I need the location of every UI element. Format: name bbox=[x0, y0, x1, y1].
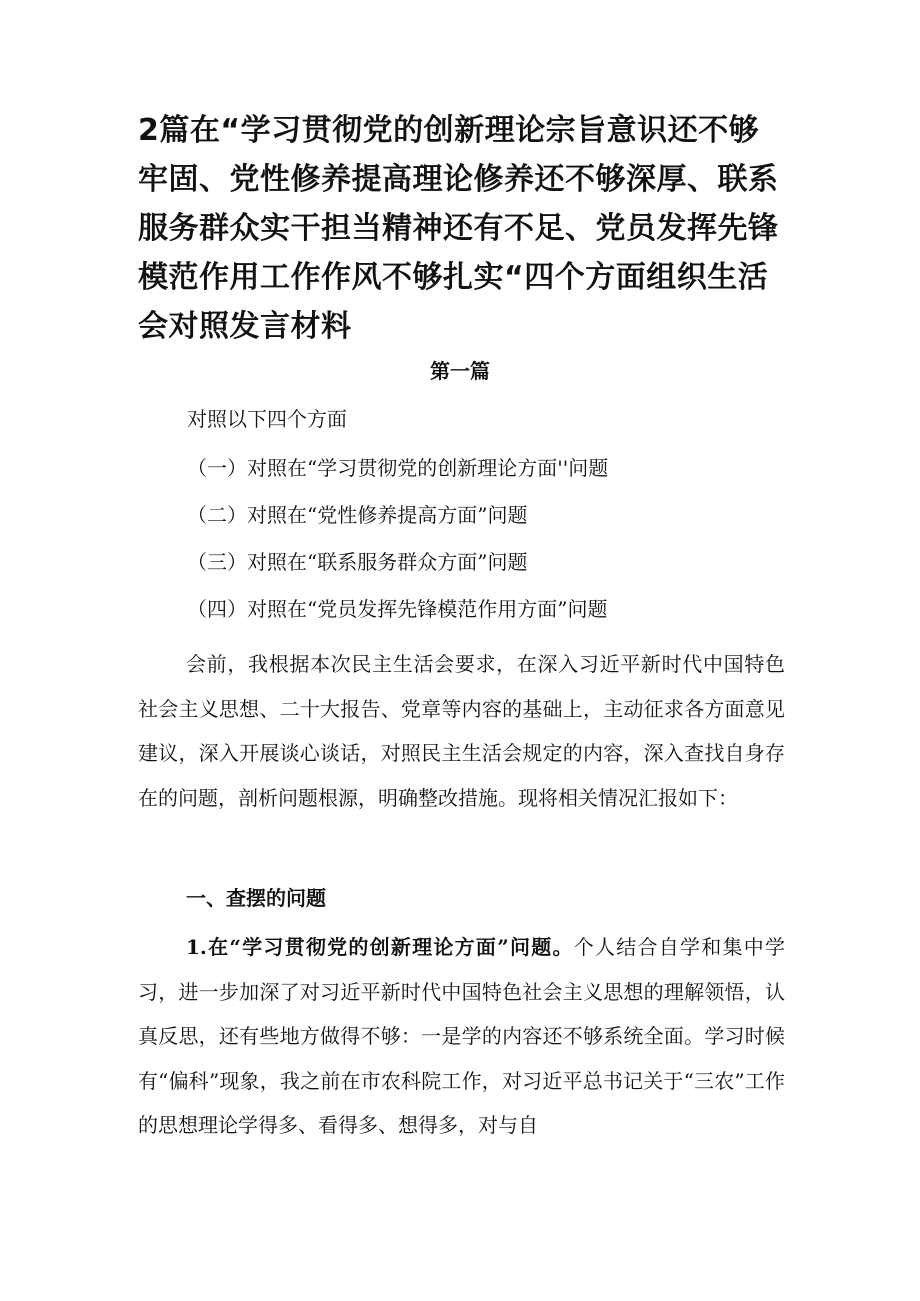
intro-line: 对照以下四个方面 bbox=[187, 407, 347, 431]
subheading: 一、查摆的问题 bbox=[186, 886, 326, 910]
list-item: （一）对照在“学习贯彻党的创新理论方面''问题 bbox=[187, 456, 609, 480]
section-heading: 第一篇 bbox=[430, 359, 490, 383]
paragraph-body-text: 个人结合自学和集中学习，进一步加深了对习近平新时代中国特色社会主义思想的理解领悟，认真反思，还有些地方做得不够：一是学的内容还不够系统全面。学习时候有“偏科”现象，我之前在市农科院工作，对习近平总书记关于“三农”工作的思想理论学得多、看得多、想得多，对与自 bbox=[138, 935, 785, 1137]
list-item: （四）对照在“党员发挥先锋模范作用方面”问题 bbox=[187, 597, 608, 621]
body-paragraph bbox=[138, 925, 785, 1148]
paragraph-lead-title: .在“学习贯彻党的创新理论方面”问题。 bbox=[199, 935, 574, 959]
body-paragraph: 会前，我根据本次民主生活会要求，在深入习近平新时代中国特色社会主义思想、二十大报告、党章等内容的基础上，主动征求各方面意见建议，深入开展谈心谈话，对照民主生活会规定的内容，深入查找自身存在的问题，剖析问题根源，明确整改措施。现将相关情况汇报如下： bbox=[138, 652, 785, 810]
list-item: （三）对照在“联系服务群众方面”问题 bbox=[187, 550, 528, 574]
document-title: 2篇在“学习贯彻党的创新理论宗旨意识还不够牢固、党性修养提高理论修养还不够深厚、联系服务群众实干担当精神还有不足、党员发挥先锋模范作用工作作风不够扎实“四个方面组织生活会对照发言材料 bbox=[138, 113, 779, 344]
list-item: （二）对照在“党性修养提高方面”问题 bbox=[187, 503, 528, 527]
paragraph-lead-number: 1 bbox=[186, 935, 200, 959]
